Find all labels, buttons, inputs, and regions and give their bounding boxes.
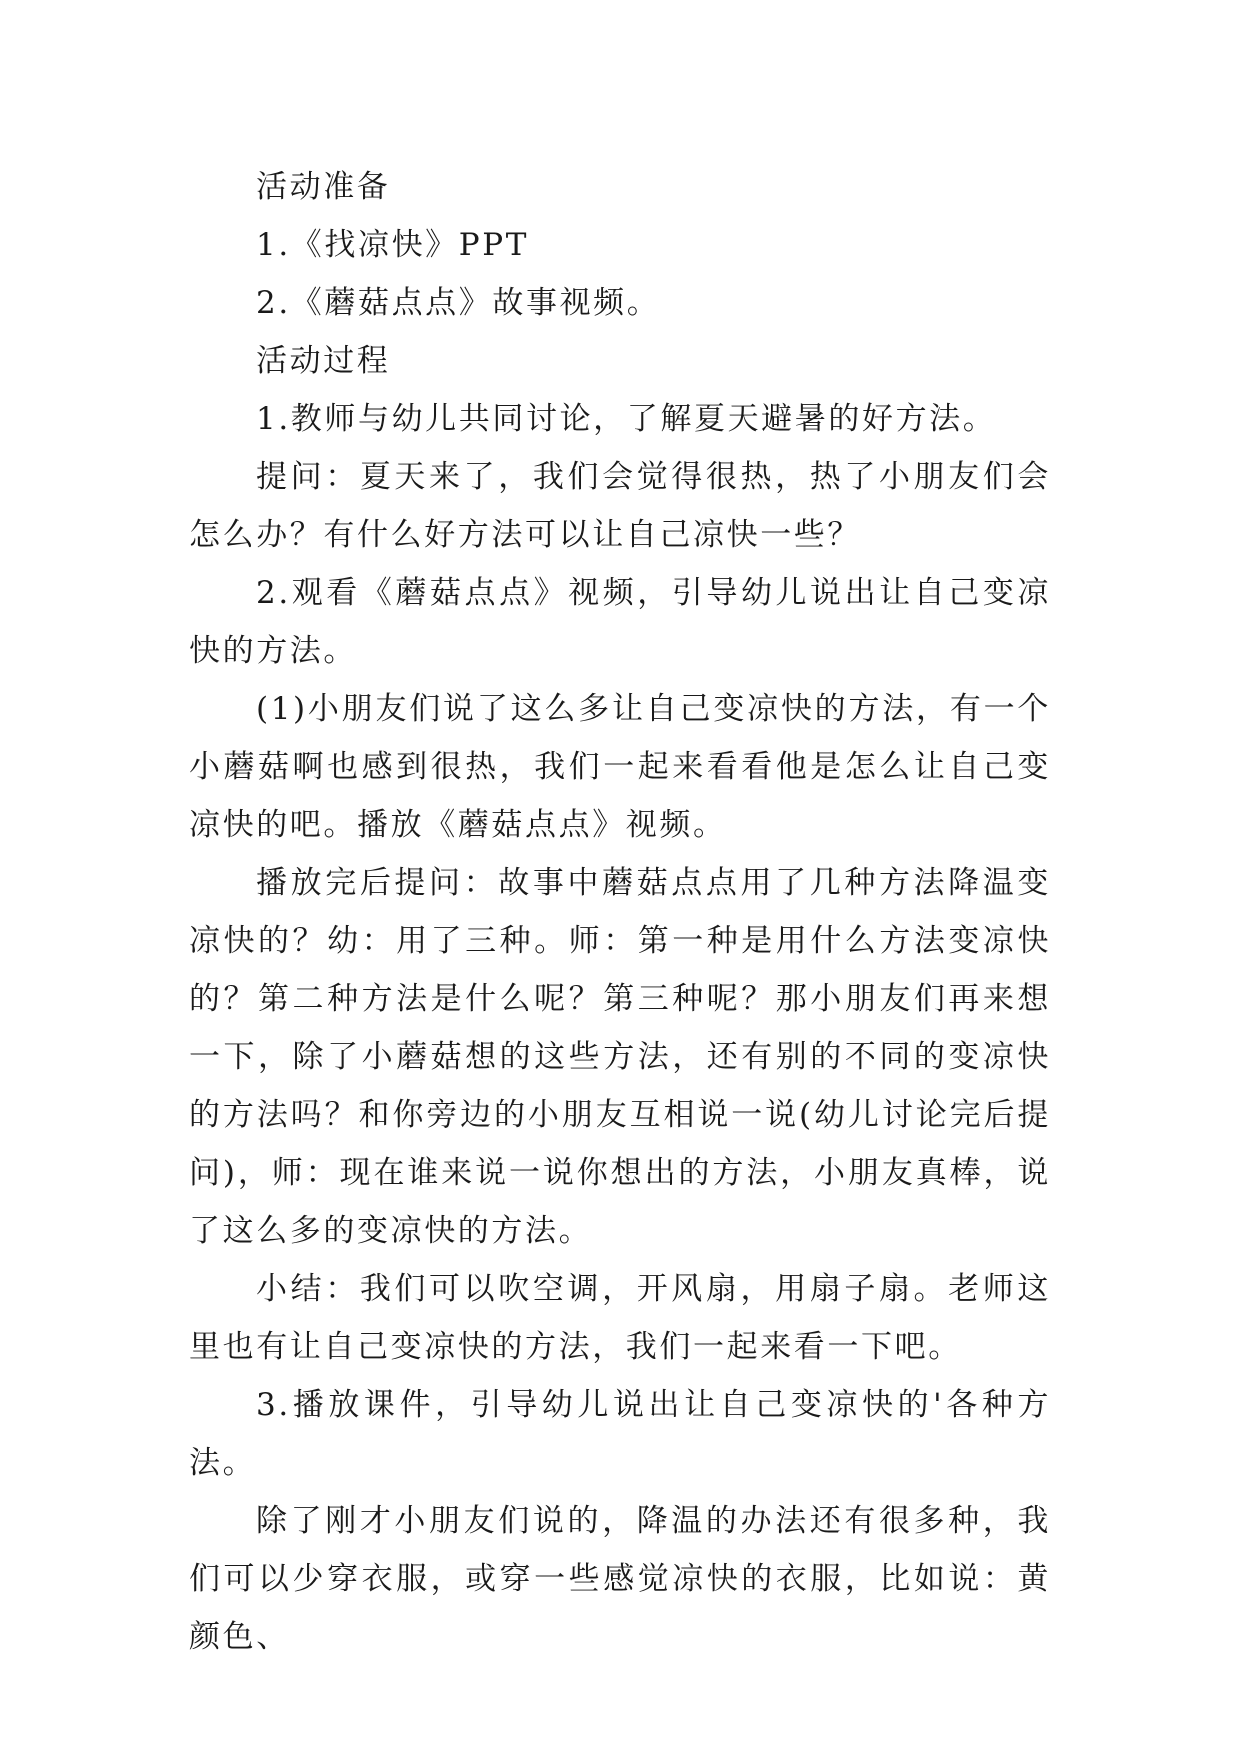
document-body bbox=[189, 158, 1051, 1666]
body-paragraph: 提问：夏天来了，我们会觉得很热，热了小朋友们会怎么办？有什么好方法可以让自己凉快一些？ bbox=[189, 459, 1051, 553]
preparation-item-2: 2.《蘑菇点点》故事视频。 bbox=[256, 285, 661, 321]
body-paragraph: (1)小朋友们说了这么多让自己变凉快的方法，有一个小蘑菇啊也感到很热，我们一起来看看他是怎么让自己变凉快的吧。播放《蘑菇点点》视频。 bbox=[189, 691, 1051, 843]
process-step-3: 3.播放课件，引导幼儿说出让自己变凉快的'各种方法。 bbox=[189, 1387, 1051, 1481]
body-paragraph: 播放完后提问：故事中蘑菇点点用了几种方法降温变凉快的？幼：用了三种。师：第一种是用什么方法变凉快的？第二种方法是什么呢？第三种呢？那小朋友们再来想一下，除了小蘑菇想的这些方法，还有别的不同的变凉快的方法吗？和你旁边的小朋友互相说一说(幼儿讨论完后提问)，师：现在谁来说一说你想出的方法，小朋友真棒，说了这么多的变凉快的方法。 bbox=[189, 865, 1051, 1249]
summary-paragraph: 小结：我们可以吹空调，开风扇，用扇子扇。老师这里也有让自己变凉快的方法，我们一起来看一下吧。 bbox=[189, 1271, 1051, 1365]
body-paragraph: 除了刚才小朋友们说的，降温的办法还有很多种，我们可以少穿衣服，或穿一些感觉凉快的衣服，比如说：黄颜色、 bbox=[189, 1503, 1051, 1655]
section-heading-process: 活动过程 bbox=[256, 343, 391, 379]
section-heading-preparation: 活动准备 bbox=[256, 169, 391, 205]
process-step-2: 2.观看《蘑菇点点》视频，引导幼儿说出让自己变凉快的方法。 bbox=[189, 575, 1051, 669]
process-step-1: 1.教师与幼儿共同讨论，了解夏天避暑的好方法。 bbox=[256, 401, 997, 437]
preparation-item-1: 1.《找凉快》PPT bbox=[256, 227, 529, 263]
